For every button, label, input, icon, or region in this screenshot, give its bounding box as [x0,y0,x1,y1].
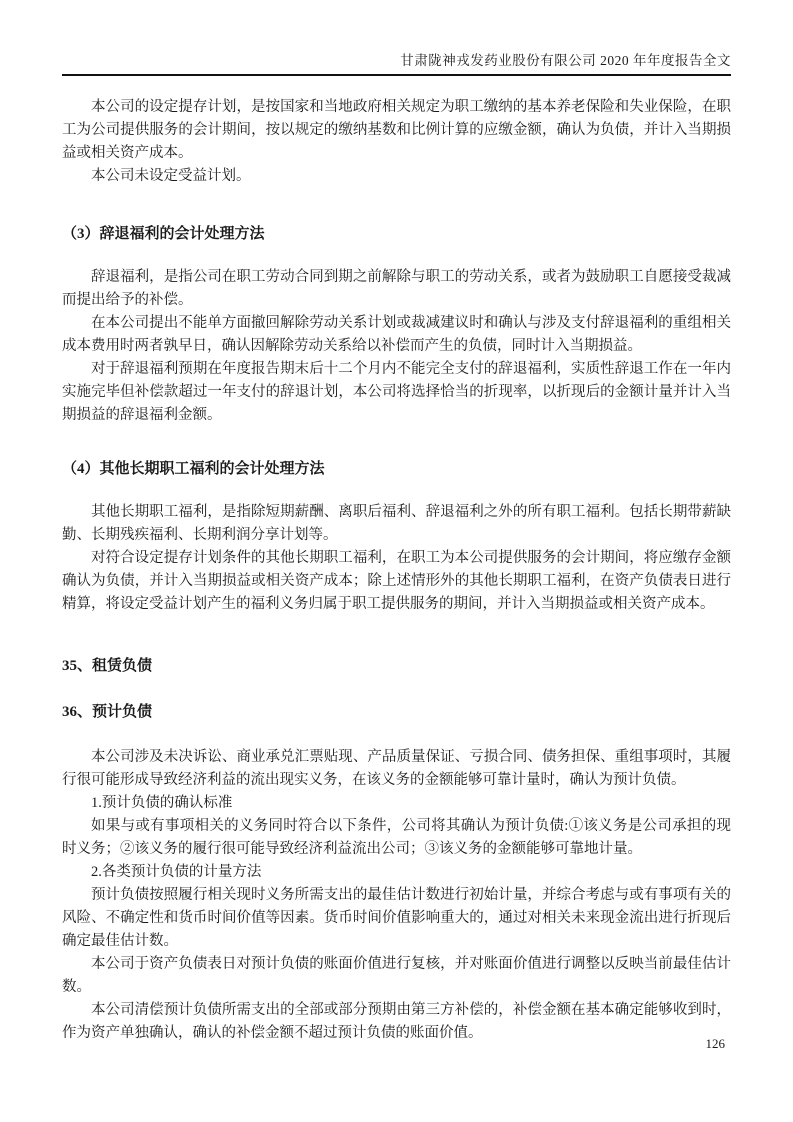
report-title: 甘肃陇神戎发药业股份有限公司 2020 年年度报告全文 [400,53,731,68]
paragraph-other-longterm-benefits-definition: 其他长期职工福利，是指除短期薪酬、离职后福利、辞退福利之外的所有职工福利。包括长期带薪缺勤、长期残疾福利、长期利润分享计划等。 [62,504,731,543]
page-content-area [0,52,793,1045]
paragraph-measurement-method-detail: 预计负债按照履行相关现时义务所需支出的最佳估计数进行初始计量，并综合考虑与或有事项有关的风险、不确定性和货币时间价值等因素。货币时间价值影响重大的，通过对相关未来现金流出进行折现后确定最佳估计数。 [62,887,731,949]
heading-section-3-termination-benefits: （3）辞退福利的会计处理方法 [62,226,265,242]
paragraph-termination-benefits-definition: 辞退福利，是指公司在职工劳动合同到期之前解除与职工的劳动关系，或者为鼓励职工自愿接受裁减而提出给予的补偿。 [62,269,731,308]
paragraph-measurement-method-title: 2.各类预计负债的计量方法 [91,864,262,880]
paragraph-estimated-liabilities-scope: 本公司涉及未决诉讼、商业承兑汇票贴现、产品质量保证、亏损合同、债务担保、重组事项时，其履行很可能形成导致经济利益的流出现实义务，在该义务的金额能够可靠计量时，确认为预计负债。 [62,749,731,788]
heading-section-4-other-longterm-benefits: （4）其他长期职工福利的会计处理方法 [62,461,325,477]
paragraph-recognition-criteria-detail: 如果与或有事项相关的义务同时符合以下条件，公司将其确认为预计负债:①该义务是公司承担的现时义务；②该义务的履行很可能导致经济利益流出公司；③该义务的金额能够可靠地计量。 [62,818,731,857]
paragraph-third-party-compensation: 本公司清偿预计负债所需支出的全部或部分预期由第三方补偿的，补偿金额在基本确定能够收到时，作为资产单独确认，确认的补偿金额不超过预计负债的账面价值。 [62,1002,731,1041]
paragraph-termination-benefits-recognition: 在本公司提出不能单方面撤回解除劳动关系计划或裁减建议时和确认与涉及支付辞退福利的重组相关成本费用时两者孰早日，确认因解除劳动关系给以补偿而产生的负债，同时计入当期损益。 [62,315,731,354]
paragraph-balance-sheet-review: 本公司于资产负债表日对预计负债的账面价值进行复核，并对账面价值进行调整以反映当前最佳估计数。 [62,956,731,995]
heading-35-lease-liabilities: 35、租赁负债 [62,658,153,674]
page-number: 126 [705,1036,725,1051]
paragraph-recognition-criteria-title: 1.预计负债的确认标准 [91,795,233,811]
paragraph-termination-benefits-discount: 对于辞退福利预期在年度报告期末后十二个月内不能完全支付的辞退福利，实质性辞退工作在一年内实施完毕但补偿款超过一年支付的辞退计划，本公司将选择恰当的折现率，以折现后的金额计量并计入当期损益的辞退福利金额。 [62,361,731,423]
heading-36-estimated-liabilities: 36、预计负债 [62,704,153,720]
paragraph-other-longterm-benefits-accounting: 对符合设定提存计划条件的其他长期职工福利，在职工为本公司提供服务的会计期间，将应缴存金额确认为负债，并计入当期损益或相关资产成本；除上述情形外的其他长期职工福利，在资产负债表日进行精算，将设定受益计划产生的福利义务归属于职工提供服务的期间，并计入当期损益或相关资产成本。 [62,550,731,612]
document-body [62,96,731,1045]
paragraph-no-defined-benefit-plan: 本公司未设定受益计划。 [91,168,251,184]
page-header [62,52,731,76]
paragraph-defined-contribution-plan: 本公司的设定提存计划，是按国家和当地政府相关规定为职工缴纳的基本养老保险和失业保险，在职工为公司提供服务的会计期间，按以规定的缴纳基数和比例计算的应缴金额，确认为负债，并计入当期损益或相关资产成本。 [62,99,731,161]
